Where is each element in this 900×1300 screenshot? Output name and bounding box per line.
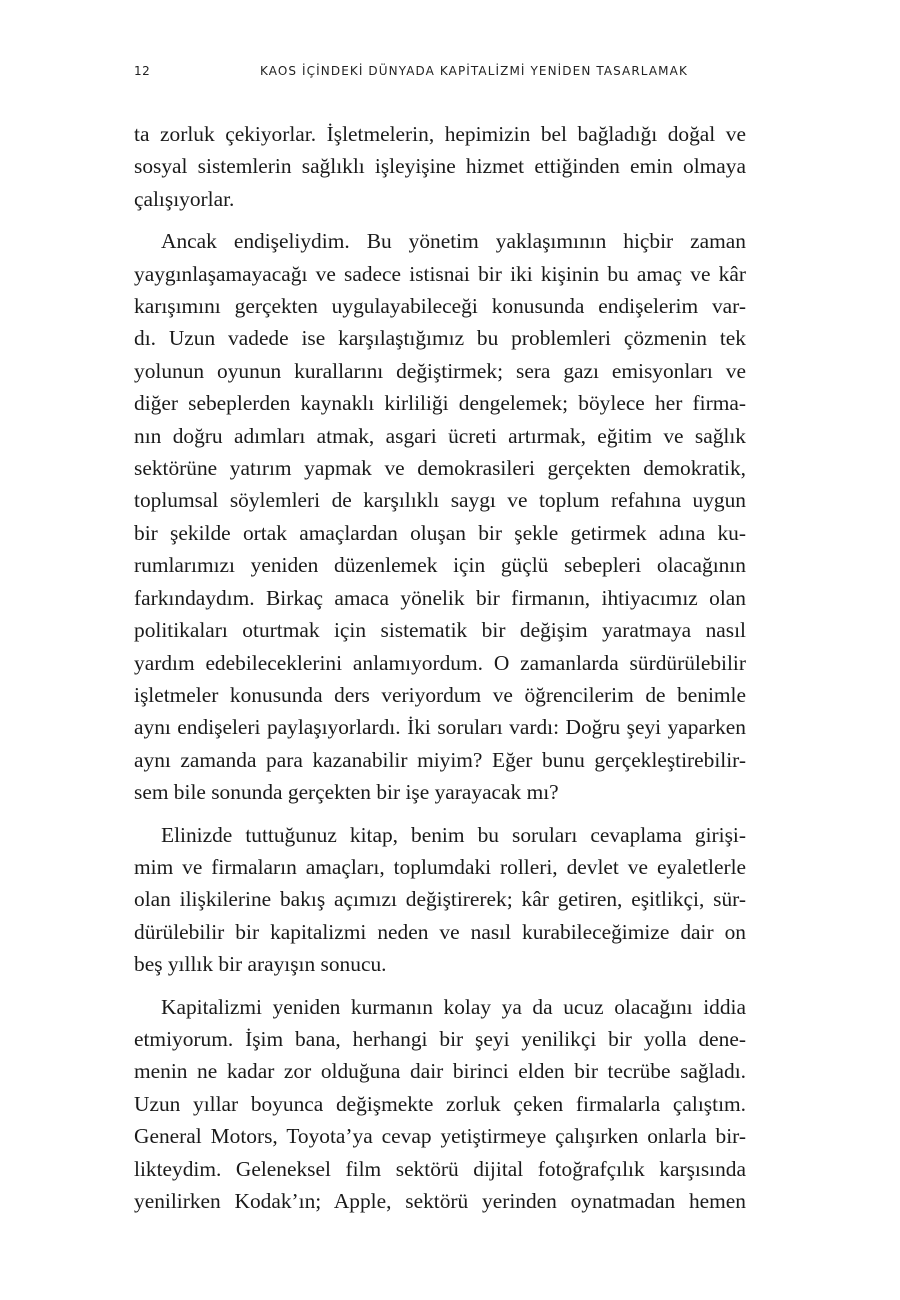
page-number: 12	[134, 64, 151, 78]
text-line: yenilirken Kodak’ın; Apple, sektörü yerinden oynatmadan hemen	[134, 1189, 746, 1213]
text-line: likteydim. Geleneksel film sektörü dijital fotoğrafçılık karşısında	[134, 1156, 746, 1181]
text-line: işletmeler konusunda ders veriyordum ve öğrencilerim de benimle	[134, 682, 746, 707]
text-line: Ancak endişeliydim. Bu yönetim yaklaşımının hiçbir zaman	[161, 229, 746, 254]
text-line: aynı zamanda para kazanabilir miyim? Eğer bunu gerçekleştirebilir-	[134, 747, 746, 772]
paragraph-4	[134, 991, 746, 1218]
text-line: yolunun oyunun kurallarını değiştirmek; sera gazı emisyonları ve	[134, 358, 746, 383]
text-line: sem bile sonunda gerçekten bir işe yarayacak mı?	[134, 780, 559, 805]
text-line: olan ilişkilerine bakış açımızı değiştirerek; kâr getiren, eşitlikçi, sür-	[134, 887, 746, 912]
text-line: dürülebilir bir kapitalizmi neden ve nasıl kurabileceğimize dair on	[134, 919, 746, 944]
text-line: dı. Uzun vadede ise karşılaştığımız bu problemleri çözmenin tek	[134, 326, 746, 351]
paragraph-2	[134, 225, 746, 808]
body-text	[134, 118, 746, 1217]
text-line: Uzun yıllar boyunca değişmekte zorluk çeken firmalarla çalıştım.	[134, 1091, 746, 1116]
text-line: bir şekilde ortak amaçlardan oluşan bir şekle getirmek adına ku-	[134, 520, 746, 545]
running-header	[134, 64, 774, 84]
text-line: Kapitalizmi yeniden kurmanın kolay ya da ucuz olacağını iddia	[161, 994, 746, 1019]
text-line: yardım edebileceklerini anlamıyordum. O zamanlarda sürdürülebilir	[134, 650, 746, 675]
text-line: ta zorluk çekiyorlar. İşletmelerin, hepimizin bel bağladığı doğal ve	[134, 122, 746, 146]
text-line: farkındaydım. Birkaç amaca yönelik bir firmanın, ihtiyacımız olan	[134, 585, 746, 610]
text-line: rumlarımızı yeniden düzenlemek için güçlü sebepleri olacağının	[134, 553, 746, 578]
text-line: mim ve firmaların amaçları, toplumdaki rolleri, devlet ve eyaletlerle	[134, 854, 746, 879]
text-line: sektörüne yatırım yapmak ve demokrasileri gerçekten demokratik,	[134, 456, 746, 481]
text-line: toplumsal söylemleri de karşılıklı saygı ve toplum refahına uygun	[134, 488, 746, 513]
paragraph-1	[134, 118, 746, 215]
text-line: aynı endişeleri paylaşıyorlardı. İki soruları vardı: Doğru şeyi yaparken	[134, 715, 746, 740]
text-line: yaygınlaşamayacağı ve sadece istisnai bir iki kişinin bu amaç ve kâr	[134, 261, 746, 286]
text-line: çalışıyorlar.	[134, 186, 235, 211]
text-line: menin ne kadar zor olduğuna dair birinci elden bir tecrübe sağladı.	[134, 1059, 746, 1084]
text-line: Elinizde tuttuğunuz kitap, benim bu soruları cevaplama girişi-	[161, 822, 746, 847]
text-line: beş yıllık bir arayışın sonucu.	[134, 952, 387, 977]
paragraph-3	[134, 819, 746, 981]
text-line: politikaları oturtmak için sistematik bir değişim yaratmaya nasıl	[134, 618, 746, 643]
text-line: sosyal sistemlerin sağlıklı işleyişine hizmet ettiğinden emin olmaya	[134, 154, 746, 179]
text-line: diğer sebeplerden kaynaklı kirliliği dengelemek; böylece her firma-	[134, 391, 746, 416]
text-line: nın doğru adımları atmak, asgari ücreti artırmak, eğitim ve sağlık	[134, 423, 746, 448]
text-line: General Motors, Toyota’ya cevap yetiştirmeye çalışırken onlarla bir-	[134, 1124, 746, 1149]
text-line: etmiyorum. İşim bana, herhangi bir şeyi yenilikçi bir yolla dene-	[134, 1026, 746, 1051]
text-line: karışımını gerçekten uygulayabileceği konusunda endişelerim var-	[134, 294, 746, 319]
running-title: KAOS İÇİNDEKİ DÜNYADA KAPİTALİZMİ YENİDEN TASARLAMAK	[260, 64, 688, 78]
